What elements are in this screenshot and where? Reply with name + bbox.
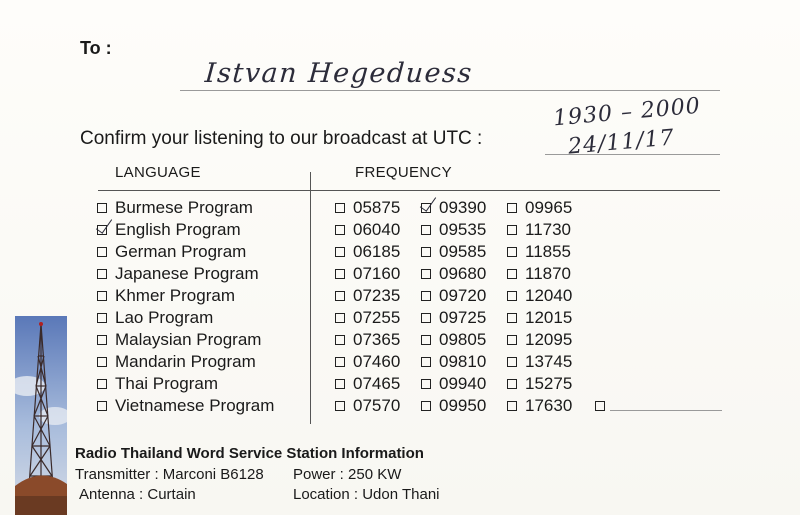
date-handwritten: 24/11/17 xyxy=(567,125,676,160)
frequency-value: 09725 xyxy=(439,308,487,327)
utc-line xyxy=(545,154,720,155)
frequency-value: 09680 xyxy=(439,264,487,283)
frequency-checkbox[interactable] xyxy=(421,291,431,301)
other-frequency-checkbox[interactable] xyxy=(595,401,605,411)
frequency-value: 07570 xyxy=(353,396,401,415)
frequency-value: 12040 xyxy=(525,286,573,305)
frequency-checkbox[interactable] xyxy=(335,401,345,411)
frequency-value: 09810 xyxy=(439,352,487,371)
language-checkbox[interactable] xyxy=(97,357,107,367)
language-label: Japanese Program xyxy=(115,264,259,283)
language-header: LANGUAGE xyxy=(115,164,201,181)
frequency-value: 06040 xyxy=(353,220,401,239)
frequency-checkbox[interactable] xyxy=(421,225,431,235)
frequency-checkbox[interactable] xyxy=(335,269,345,279)
frequency-checkbox[interactable] xyxy=(335,313,345,323)
frequency-checkbox[interactable] xyxy=(507,313,517,323)
recipient-line xyxy=(180,90,720,91)
language-label: Vietnamese Program xyxy=(115,396,275,415)
frequency-value: 11855 xyxy=(525,242,572,261)
frequency-checkbox[interactable] xyxy=(335,247,345,257)
frequency-checkbox[interactable] xyxy=(335,379,345,389)
station-info-title: Radio Thailand Word Service Station Information xyxy=(75,445,424,462)
language-checkbox[interactable] xyxy=(97,247,107,257)
language-label: Burmese Program xyxy=(115,198,253,217)
utc-time-handwritten: 1930 – 2000 xyxy=(552,93,702,132)
frequency-checkbox[interactable] xyxy=(507,203,517,213)
recipient-name-handwritten: Istvan Hegeduess xyxy=(203,58,474,89)
frequency-value: 05875 xyxy=(353,198,401,217)
frequency-value: 09805 xyxy=(439,330,487,349)
frequency-checkbox[interactable] xyxy=(507,379,517,389)
frequency-checkbox[interactable] xyxy=(507,225,517,235)
language-checkbox[interactable] xyxy=(97,291,107,301)
frequency-value: 07365 xyxy=(353,330,401,349)
power-info: Power : 250 KW xyxy=(293,466,402,483)
frequency-checkbox[interactable] xyxy=(421,313,431,323)
tower-icon xyxy=(15,316,67,515)
other-frequency-line xyxy=(610,410,722,411)
frequency-value: 11870 xyxy=(525,264,572,283)
frequency-value: 12015 xyxy=(525,308,573,327)
frequency-value: 15275 xyxy=(525,374,573,393)
frequency-value: 12095 xyxy=(525,330,573,349)
language-label: Mandarin Program xyxy=(115,352,256,371)
frequency-checkbox[interactable] xyxy=(421,357,431,367)
antenna-info: Antenna : Curtain xyxy=(79,486,196,503)
header-divider xyxy=(98,190,720,191)
language-label: English Program xyxy=(115,220,241,239)
frequency-checkbox[interactable] xyxy=(421,335,431,345)
transmitter-info: Transmitter : Marconi B6128 xyxy=(75,466,264,483)
language-checkbox[interactable] xyxy=(97,335,107,345)
frequency-value: 07465 xyxy=(353,374,401,393)
frequency-value: 17630 xyxy=(525,396,573,415)
language-checkbox[interactable] xyxy=(97,379,107,389)
frequency-checkbox[interactable] xyxy=(507,357,517,367)
language-checkbox[interactable] xyxy=(97,269,107,279)
frequency-checkbox[interactable] xyxy=(421,247,431,257)
language-checkbox-checked[interactable] xyxy=(97,225,107,235)
frequency-value: 13745 xyxy=(525,352,573,371)
frequency-checkbox[interactable] xyxy=(421,269,431,279)
frequency-checkbox[interactable] xyxy=(507,269,517,279)
location-info: Location : Udon Thani xyxy=(293,486,440,503)
language-label: Thai Program xyxy=(115,374,218,393)
frequency-value: 09940 xyxy=(439,374,487,393)
frequency-value: 11730 xyxy=(525,220,572,239)
frequency-checkbox[interactable] xyxy=(507,401,517,411)
frequency-value: 06185 xyxy=(353,242,401,261)
frequency-value: 09585 xyxy=(439,242,487,261)
frequency-value: 09390 xyxy=(439,198,487,217)
frequency-checkbox[interactable] xyxy=(335,357,345,367)
language-label: Khmer Program xyxy=(115,286,235,305)
frequency-value: 09535 xyxy=(439,220,487,239)
frequency-value: 07255 xyxy=(353,308,401,327)
language-label: Lao Program xyxy=(115,308,214,327)
column-divider xyxy=(310,172,311,424)
to-label: To : xyxy=(80,38,112,58)
transmitter-tower-photo xyxy=(15,316,67,515)
confirm-text: Confirm your listening to our broadcast at UTC : xyxy=(80,128,483,149)
language-checkbox[interactable] xyxy=(97,401,107,411)
frequency-value: 07160 xyxy=(353,264,401,283)
frequency-checkbox[interactable] xyxy=(421,379,431,389)
frequency-value: 09965 xyxy=(525,198,573,217)
frequency-checkbox-checked[interactable] xyxy=(421,203,431,213)
frequency-checkbox[interactable] xyxy=(335,225,345,235)
frequency-value: 07460 xyxy=(353,352,401,371)
frequency-checkbox[interactable] xyxy=(507,291,517,301)
language-checkbox[interactable] xyxy=(97,313,107,323)
frequency-value: 07235 xyxy=(353,286,401,305)
frequency-value: 09950 xyxy=(439,396,487,415)
frequency-header: FREQUENCY xyxy=(355,164,452,181)
language-label: Malaysian Program xyxy=(115,330,262,349)
frequency-value: 09720 xyxy=(439,286,487,305)
frequency-checkbox[interactable] xyxy=(335,203,345,213)
frequency-checkbox[interactable] xyxy=(335,335,345,345)
frequency-checkbox[interactable] xyxy=(507,247,517,257)
language-checkbox[interactable] xyxy=(97,203,107,213)
frequency-checkbox[interactable] xyxy=(335,291,345,301)
frequency-checkbox[interactable] xyxy=(421,401,431,411)
language-label: German Program xyxy=(115,242,247,261)
frequency-checkbox[interactable] xyxy=(507,335,517,345)
